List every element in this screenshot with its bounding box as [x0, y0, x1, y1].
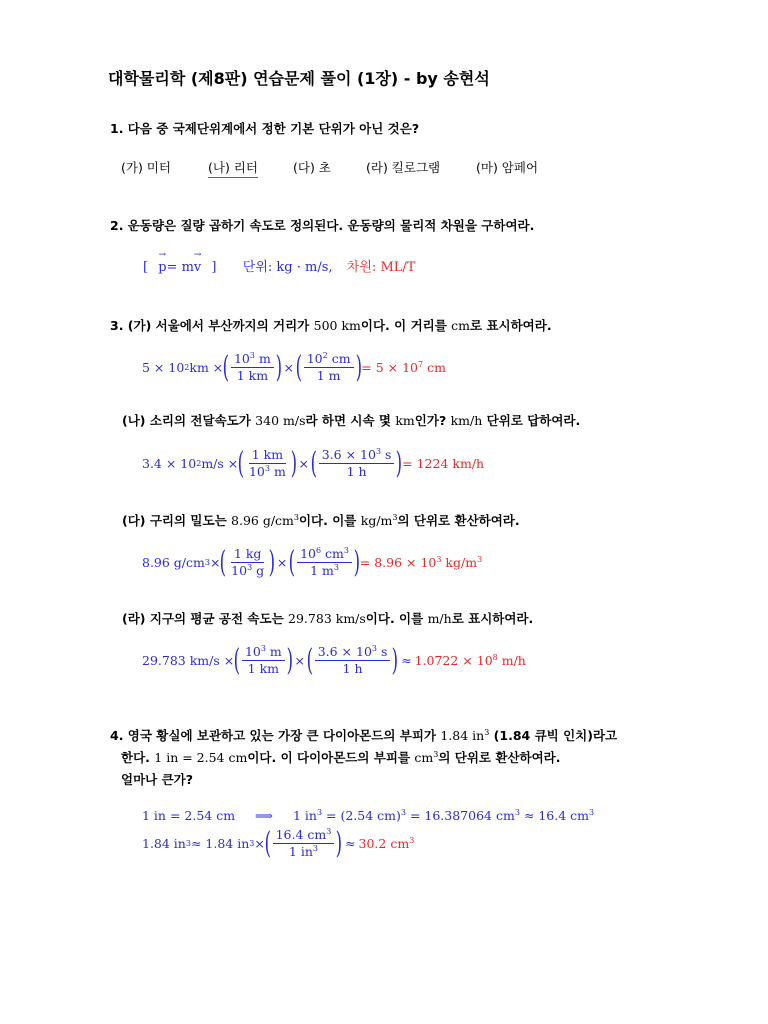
question-3b-text: (나) 소리의 전달속도가 340 m/s라 하면 시속 몇 km인가? km/h 단위로 답하여라. [122, 413, 581, 428]
question-2-text: 2. 운동량은 질량 곱하기 속도로 정의된다. 운동량의 물리적 차원을 구하여라. [110, 218, 535, 233]
velocity-vector: v → [194, 260, 201, 275]
fraction: $\frac{10^2 cm}{1 m}$ [304, 352, 354, 383]
page-title: 대학물리학 (제8판) 연습문제 풀이 (1장) - by 송현석 [108, 69, 490, 88]
fraction: $\frac{10^3 m}{1 km}$ [231, 352, 274, 383]
q4-solution-step-2: 1.84 in 3 ≈ 1.84 in 3 × ( $\frac{16.4 cm^3}{1 in^3}$ ) ≈ 30.2 $cm^3$ [142, 825, 415, 861]
bracket-close: ] [211, 260, 217, 275]
q3a-result: = $5 \times 10^7$ cm [361, 359, 446, 375]
question-4-line-2: 한다. 1 in = 2.54 cm이다. 이 다이아몬드의 부피를 $cm^3$의 단위로 환산하여라. [121, 749, 561, 765]
dimension-label: 차원: [346, 260, 377, 275]
question-1-text: 1. 다음 중 국제단위계에서 정한 기본 단위가 아닌 것은? [110, 121, 420, 136]
fraction: $\frac{16.4 cm^3}{1 in^3}$ [273, 828, 335, 859]
q3b-solution: 3.4 × 10 2 m/s × ( $\frac{1 km}{10^3 m}$ ) × ( $\frac{3.6 \times 10^3 s}{1 h}$ ) = 1224 km/h [142, 445, 485, 481]
fraction: $\frac{1 km}{10^3 m}$ [248, 447, 286, 479]
question-3d-text: (라) 지구의 평균 공전 속도는 29.783 km/s이다. 이를 m/h로 표시하여라. [122, 611, 534, 626]
fraction: $\frac{10^6 cm^3}{1 m^3}$ [297, 547, 352, 578]
q2-answer-formula [143, 256, 415, 275]
question-4-line-1: 4. 영국 황실에 보관하고 있는 가장 큰 다이아몬드의 부피가 1.84 $in^3$ (1.84 큐빅 인치)라고 [110, 727, 618, 743]
q3d-result: $1.0722 \times 10^8$ m/h [414, 652, 526, 668]
q1-option-a: (가) 미터 [121, 160, 171, 175]
fraction: $\frac{3.6 \times 10^3 s}{1 h}$ [315, 645, 391, 676]
q1-option-c: (다) 초 [293, 160, 331, 175]
question-4-line-3: 얼마나 큰가? [121, 772, 193, 787]
q1-option-e: (마) 암페어 [476, 160, 539, 175]
q3c-result: = $8.96 \times 10^3$ $kg/m^3$ [359, 554, 483, 570]
fraction: $\frac{10^3 m}{1 km}$ [242, 645, 285, 676]
fraction: $\frac{1 kg}{10^3 g}$ [231, 546, 265, 578]
dimension-value: ML/T [380, 260, 416, 275]
q1-option-b-answer: (나) 리터 [208, 158, 258, 178]
fraction: $\frac{3.6 \times 10^3 s}{1 h}$ [319, 448, 395, 479]
q3d-solution: 29.783 km/s × ( $\frac{10^3 m}{1 km}$ ) × ( $\frac{3.6 \times 10^3 s}{1 h}$ ) ≈ $1.0722 \times 10^8$ m/h [142, 642, 526, 678]
question-3a-text: 3. (가) 서울에서 부산까지의 거리가 500 km이다. 이 거리를 cm로 표시하여라. [110, 318, 552, 333]
q1-option-d: (라) 킬로그램 [366, 160, 441, 175]
equals-m: = m [166, 260, 194, 275]
unit-label: 단위: [242, 260, 273, 275]
q3b-result: = 1224 km/h [402, 456, 485, 471]
momentum-vector: p → [158, 260, 166, 275]
q4-solution-step-1: 1 in = 2.54 cm ⟹ 1 $in^3 = (2.54$ cm)$^3$ = 16.387064 $cm^3 \approx 16.4$ $cm^3$ [142, 807, 595, 823]
q4-result: 30.2 $cm^3$ [358, 835, 415, 851]
q3a-solution: 5 × 10 2 km × ( $\frac{10^3 m}{1 km}$ ) × ( $\frac{10^2 cm}{1 m}$ ) = $5 \times 10^7$ cm [142, 349, 446, 385]
bracket-open: [ [143, 260, 149, 275]
question-3c-text: (다) 구리의 밀도는 8.96 $g/cm^3$이다. 이를 $kg/m^3$의 단위로 환산하여라. [122, 512, 520, 528]
unit-value: kg · m/s, [276, 260, 333, 275]
q3c-solution: 8.96 g/cm 3 × ( $\frac{1 kg}{10^3 g}$ ) × ( $\frac{10^6 cm^3}{1 m^3}$ ) = $8.96 \times 10^3$ $kg/m^3$ [142, 544, 483, 580]
